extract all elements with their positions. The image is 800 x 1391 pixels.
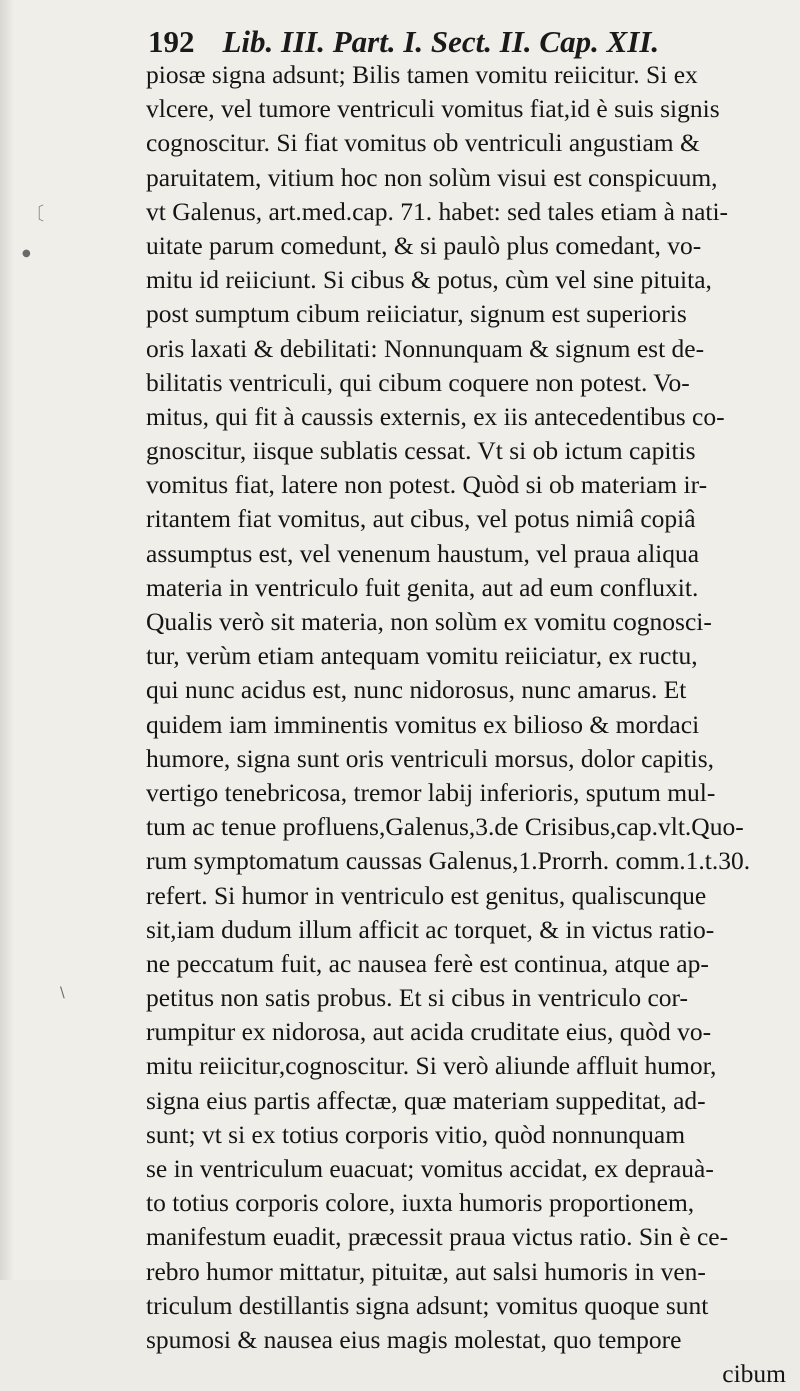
text-line: paruitatem, vitium hoc non solùm visui est conspicuum, <box>146 162 718 192</box>
text-line: tum ac tenue profluens,Galenus,3.de Crisibus,cap.vlt.Quo- <box>146 812 744 842</box>
text-line: sit,iam dudum illum afficit ac torquet, & in victus ratio- <box>146 914 715 944</box>
running-title: Lib. III. Part. I. Sect. II. Cap. XII. <box>222 24 660 59</box>
text-line: ritantem fiat vomitus, aut cibus, vel potus nimiâ copiâ <box>146 504 696 534</box>
catchword: cibum <box>722 1359 786 1389</box>
body-text <box>146 58 786 1391</box>
text-line: vt Galenus, art.med.cap. 71. habet: sed tales etiam à nati- <box>146 196 729 226</box>
text-line: bilitatis ventriculi, qui cibum coquere non potest. Vo- <box>146 367 690 397</box>
text-line: sunt; vt si ex totius corporis vitio, quòd nonnunquam <box>146 1119 686 1149</box>
text-line: spumosi & nausea eius magis molestat, quo tempore <box>146 1324 682 1354</box>
margin-tick-mark: \ <box>60 985 65 1001</box>
text-line: Qualis verò sit materia, non solùm ex vomitu cognosci- <box>146 607 712 636</box>
text-line: mitu id reiiciunt. Si cibus & potus, cùm vel sine pituita, <box>146 265 712 295</box>
margin-bracket-mark: 〔 <box>26 204 44 225</box>
text-line: tur, verùm etiam antequam vomitu reiiciatur, ex ructu, <box>146 641 698 671</box>
text-line: vertigo tenebricosa, tremor labij inferioris, sputum mul- <box>146 777 716 807</box>
page-number: 192 <box>148 24 195 59</box>
text-line: refert. Si humor in ventriculo est genitus, qualiscunque <box>146 880 707 910</box>
text-line: uitate parum comedunt, & si paulò plus comedant, vo- <box>146 230 702 260</box>
gutter-shadow <box>0 0 14 1280</box>
text-line: rum symptomatum caussas Galenus,1.Prorrh. comm.1.t.30. <box>146 846 751 876</box>
text-line: assumptus est, vel venenum haustum, vel praua aliqua <box>146 538 700 568</box>
text-line: ne peccatum fuit, ac nausea ferè est continua, atque ap- <box>146 948 709 978</box>
text-line: mitu reiicitur,cognoscitur. Si verò aliunde affluit humor, <box>146 1051 717 1081</box>
text-line: triculum destillantis signa adsunt; vomitus quoque sunt <box>146 1290 709 1320</box>
text-line: rebro humor mittatur, pituitæ, aut salsi humoris in ven- <box>146 1256 706 1286</box>
text-line: signa eius partis affectæ, quæ materiam suppeditat, ad- <box>146 1085 706 1115</box>
text-line: oris laxati & debilitati: Nonnunquam & signum est de- <box>146 333 705 363</box>
text-line: petitus non satis probus. Et si cibus in ventriculo cor- <box>146 983 688 1013</box>
text-line: rumpitur ex nidorosa, aut acida cruditate eius, quòd vo- <box>146 1017 712 1047</box>
text-line: humore, signa sunt oris ventriculi morsus, dolor capitis, <box>146 743 715 773</box>
text-line: mitus, qui fit à caussis externis, ex iis antecedentibus co- <box>146 401 725 431</box>
text-line: quidem iam imminentis vomitus ex bilioso & mordaci <box>146 709 700 739</box>
text-line: qui nunc acidus est, nunc nidorosus, nunc amarus. Et <box>146 675 687 705</box>
margin-dot-mark: ● <box>22 248 31 259</box>
text-line: cognoscitur. Si fiat vomitus ob ventriculi angustiam & <box>146 128 700 158</box>
text-line: gnoscitur, iisque sublatis cessat. Vt si ob ictum capitis <box>146 436 696 466</box>
text-line: vomitus fiat, latere non potest. Quòd si ob materiam ir- <box>146 470 708 500</box>
text-line: piosæ signa adsunt; Bilis tamen vomitu reiicitur. Si ex <box>146 60 698 89</box>
text-line: materia in ventriculo fuit genita, aut ad eum confluxit. <box>146 572 699 602</box>
text-line: vlcere, vel tumore ventriculi vomitus fiat,id è suis signis <box>146 94 720 124</box>
text-line: manifestum euadit, præcessit praua victus ratio. Sin è ce- <box>146 1222 729 1252</box>
text-line: se in ventriculum euacuat; vomitus accidat, ex deprauà- <box>146 1154 714 1183</box>
text-line: to totius corporis colore, iuxta humoris proportionem, <box>146 1188 695 1218</box>
text-line: post sumptum cibum reiiciatur, signum est superioris <box>146 299 687 329</box>
